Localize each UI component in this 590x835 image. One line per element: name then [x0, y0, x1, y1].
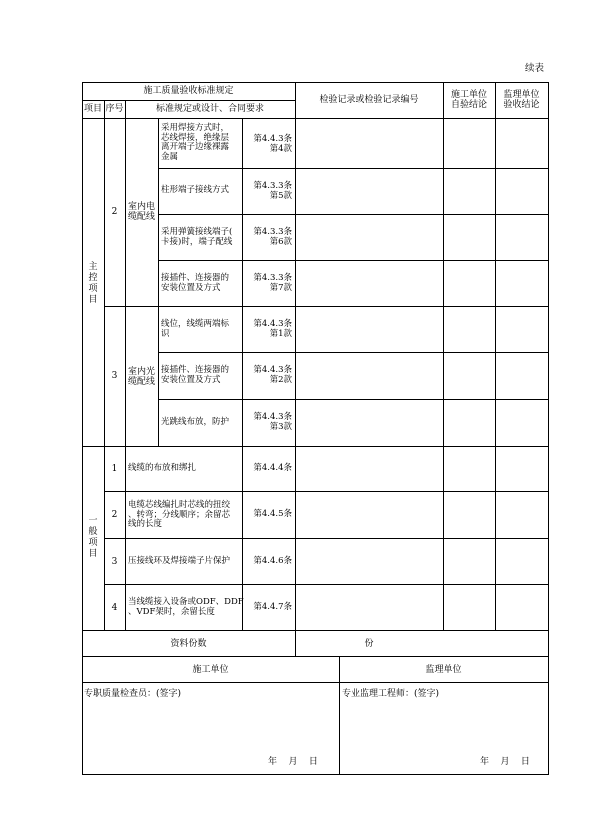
seq-number: 2 — [111, 510, 118, 520]
contractor-unit-label: 施工单位 — [192, 665, 229, 675]
clause-ref: 第4.4.3条 第3款 — [253, 412, 292, 432]
requirement-text: 采用弹簧接线端子( 卡接)时，端子配线 — [161, 227, 233, 247]
requirement-text: 接插件、连接器的 安装位置及方式 — [161, 365, 230, 385]
clause-ref: 第4.4.3条 第2款 — [253, 365, 292, 385]
requirement-text: 接插件、连接器的 安装位置及方式 — [161, 273, 230, 293]
record-cells-general[interactable] — [296, 447, 442, 629]
requirement-text: 光跳线布放，防护 — [161, 417, 230, 427]
clause-ref: 第4.3.3条 第7款 — [253, 273, 292, 293]
requirement-text: 线缆的布放和绑扎 — [128, 463, 197, 473]
main-control-label: 主 控 项 目 — [88, 262, 98, 305]
requirement-text: 线位，线缆两端标 识 — [161, 319, 230, 339]
seq-number: 1 — [111, 464, 118, 474]
seq-number: 2 — [111, 207, 118, 217]
clause-ref: 第4.4.4条 — [253, 463, 292, 473]
clause-ref: 第4.3.3条 第5款 — [253, 181, 292, 201]
requirement-text: 采用焊接方式时， 芯线焊接，绝缘层 离开端子边缘裸露 金属 — [161, 123, 230, 162]
supervisor-signature-field[interactable]: 专业监理工程师：(签字) — [342, 689, 440, 699]
clause-ref: 第4.4.6条 — [253, 556, 292, 566]
supervisor-conclusion-header: 监理单位 验收结论 — [503, 90, 540, 110]
continued-label: 续表 — [525, 63, 545, 74]
requirement-text: 压接线环及焊接端子片保护 — [128, 556, 231, 566]
contractor-signature-field[interactable]: 专职质量检查员：(签字) — [84, 689, 182, 699]
clause-ref: 第4.4.3条 第4款 — [253, 134, 292, 154]
supervisor-date: 年 月 日 — [480, 757, 530, 767]
clause-ref: 第4.4.5条 — [253, 509, 292, 519]
contractor-conclusion-header: 施工单位 自验结论 — [450, 90, 487, 110]
category-label: 室内光 缆配线 — [128, 367, 156, 387]
standard-title: 施工质量验收标准规定 — [143, 86, 234, 96]
clause-ref: 第4.4.7条 — [253, 602, 292, 612]
copies-label: 资料份数 — [170, 639, 207, 649]
general-items-label: 一 般 项 目 — [88, 516, 98, 559]
requirement-text: 电缆芯线编扎时芯线的扭绞 、转弯；分线顺序；余留芯 线的长度 — [128, 500, 231, 529]
record-column-header: 检验记录或检验记录编号 — [319, 95, 419, 105]
supervisor-unit-label: 监理单位 — [425, 665, 462, 675]
requirement-text: 当线缆接入设备或ODF、DDF 、VDF架时，余留长度 — [128, 597, 244, 617]
seq-number: 4 — [111, 603, 118, 613]
category-label: 室内电 缆配线 — [128, 202, 156, 222]
seq-number: 3 — [111, 557, 118, 567]
item-column-header: 项目 — [83, 104, 102, 114]
seq-number: 3 — [111, 371, 118, 381]
clause-ref: 第4.4.3条 第1款 — [253, 319, 292, 339]
copies-unit: 份 — [364, 639, 374, 649]
requirement-text: 柱形端子接线方式 — [161, 185, 230, 195]
clause-ref: 第4.3.3条 第6款 — [253, 227, 292, 247]
contractor-date: 年 月 日 — [268, 757, 318, 767]
record-cells-main[interactable] — [296, 119, 442, 445]
seq-column-header: 序号 — [105, 104, 124, 114]
requirement-column-header: 标准规定或设计、合同要求 — [155, 104, 264, 114]
